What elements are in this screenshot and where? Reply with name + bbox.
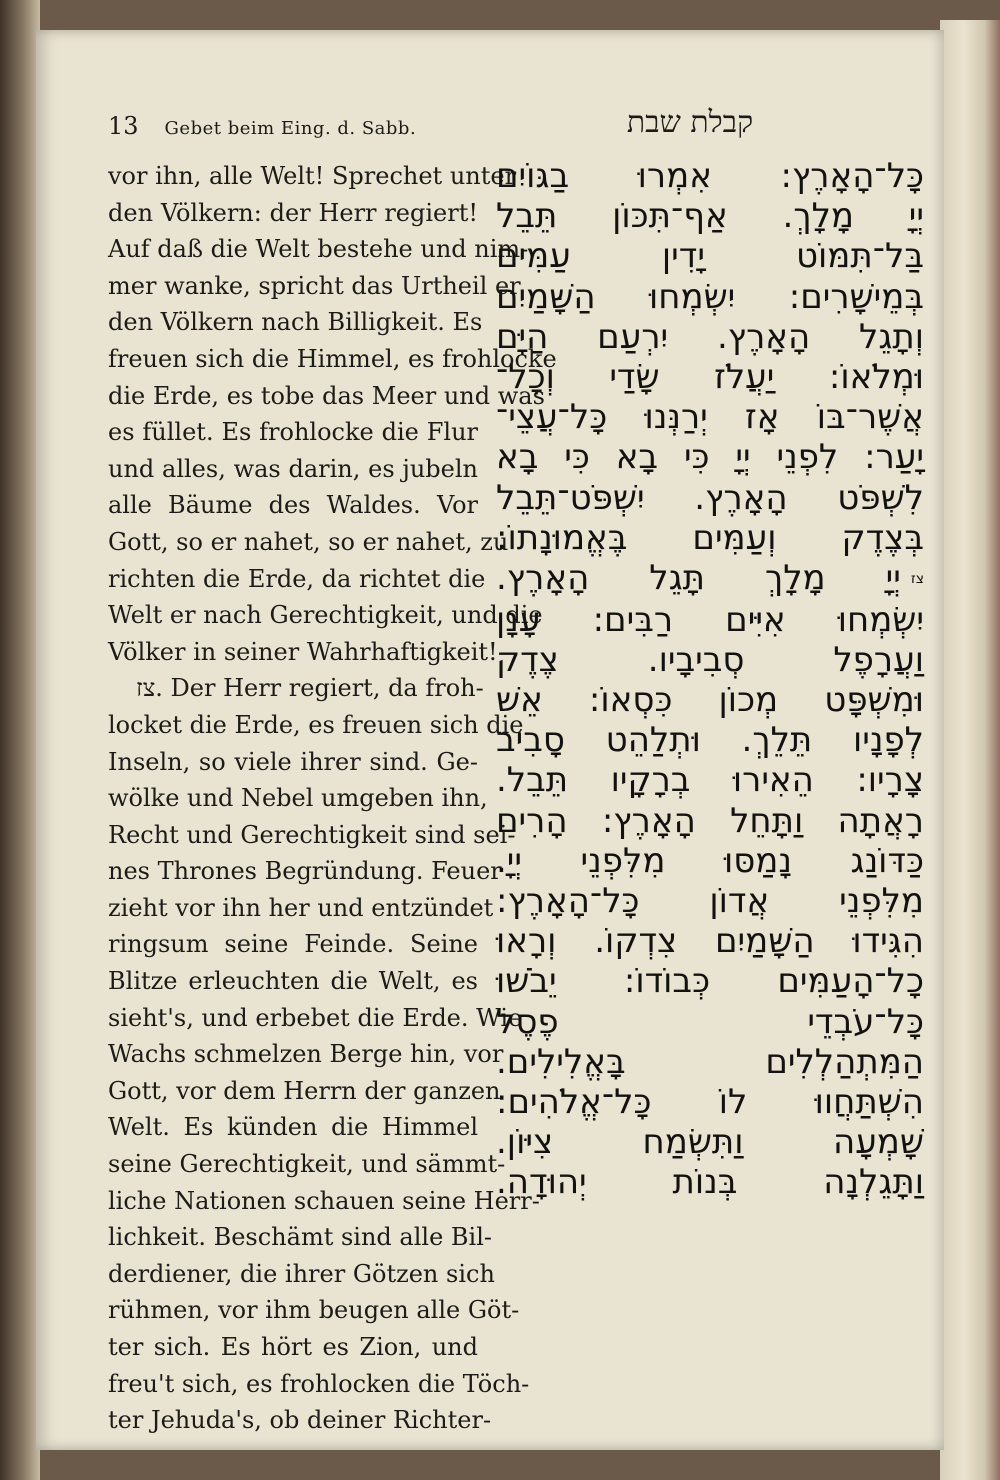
- german-line: alle Bäume des Waldes. Vor: [108, 491, 478, 520]
- german-line: rühmen, vor ihm beugen alle Göt-: [108, 1296, 520, 1325]
- german-line: Welt er nach Gerechtigkeit, und die: [108, 601, 543, 630]
- german-text-column: [108, 158, 557, 1439]
- german-line: Gott, so er nahet, so er nahet, zu: [108, 527, 509, 556]
- page-header-hebrew: קבלת שבת: [626, 105, 754, 140]
- hebrew-line: הִגִּידוּ הַשָּׁמַיִם צִדְקוֹ. וְרָאוּ: [496, 921, 924, 962]
- hebrew-text-column: [496, 156, 924, 1203]
- german-line: sieht's, und erbebet die Erde. Wie: [108, 1003, 523, 1032]
- german-line: richten die Erde, da richtet die: [108, 564, 486, 593]
- german-line: zieht vor ihn her und entzündet: [108, 893, 494, 922]
- german-line: nes Thrones Begründung. Feuer: [108, 857, 502, 886]
- hebrew-line: כָּל־הָאָרֶץ: אִמְרוּ בַגּוֹיִם: [496, 156, 924, 196]
- page-number: 13: [108, 112, 139, 140]
- german-line: und alles, was darin, es jubeln: [108, 454, 478, 483]
- hebrew-line: וּמִשְׁפָּט מְכוֹן כִּסְאוֹ: אֵשׁ: [496, 680, 924, 721]
- hebrew-line: בְּמֵישָׁרִים: יִשְׂמְחוּ הַשָּׁמַיִם: [496, 276, 924, 317]
- german-line: freu't sich, es frohlocken die Töch-: [108, 1369, 530, 1398]
- hebrew-line: בְּצֶדֶק וְעַמִּים בֶּאֱמוּנָתוֹ:: [496, 517, 924, 558]
- hebrew-line: הַמִּתְהַלְלִים בָּאֱלִילִים.: [496, 1041, 924, 1082]
- german-line: liche Nationen schauen seine Herr-: [108, 1186, 540, 1215]
- german-line: Auf daß die Welt bestehe und nim-: [108, 235, 529, 264]
- german-line: ter sich. Es hört es Zion, und: [108, 1333, 478, 1361]
- german-line: es füllet. Es frohlocke die Flur: [108, 418, 478, 447]
- verse-number: צז: [910, 571, 924, 588]
- hebrew-line: יִשְׂמְחוּ אִיִּים רַבִּים: עָנָן: [496, 599, 924, 640]
- hebrew-line: רָאֲתָה וַתָּחֵל הָאָרֶץ: הָרִים: [496, 800, 924, 841]
- hebrew-line: וּמְלֹאוֹ: יַעֲלֹז שָׂדַי וְכָל־: [496, 357, 924, 398]
- german-line: mer wanke, spricht das Urtheil er: [108, 271, 521, 300]
- hebrew-line: לְפָנָיו תֵּלֵךְ. וּתְלַהֵט סָבִיב: [496, 720, 924, 761]
- hebrew-line-verse: [496, 558, 924, 600]
- hebrew-line: כַּדּוֹנַג נָמַסּוּ מִלִּפְנֵי יְיָ.: [496, 840, 924, 881]
- german-line: צז. Der Herr regiert, da froh-: [136, 674, 484, 703]
- german-line: Recht und Gerechtigkeit sind sei-: [108, 820, 516, 849]
- running-title: Gebet beim Eing. d. Sabb.: [164, 118, 417, 139]
- german-line: Wachs schmelzen Berge hin, vor: [108, 1040, 504, 1069]
- german-line: ter Jehuda's, ob deiner Richter-: [108, 1406, 492, 1435]
- german-line: freuen sich die Himmel, es frohlocke: [108, 344, 557, 373]
- german-line: locket die Erde, es freuen sich die: [108, 710, 524, 739]
- german-line: den Völkern: der Herr regiert!: [108, 198, 478, 227]
- german-line: derdiener, die ihrer Götzen sich: [108, 1259, 495, 1288]
- facing-page-edge: [940, 20, 1000, 1480]
- hebrew-line: צָרָיו: הֵאִירוּ בְרָקָיו תֵּבֵל.: [496, 760, 924, 801]
- hebrew-line: יָעַר: לִפְנֵי יְיָ כִּי בָא כִּי בָא: [496, 437, 924, 478]
- german-line: ringsum seine Feinde. Seine: [108, 930, 478, 959]
- german-line: den Völkern nach Billigkeit. Es: [108, 308, 483, 337]
- hebrew-line: יְיָ מָלָךְ. אַף־תִּכּוֹן תֵּבֵל: [496, 196, 924, 237]
- german-line: Blitze erleuchten die Welt, es: [108, 967, 478, 996]
- german-line: die Erde, es tobe das Meer und was: [108, 381, 545, 410]
- german-line: seine Gerechtigkeit, und sämmt-: [108, 1150, 506, 1179]
- german-line: Welt. Es künden die Himmel: [108, 1113, 478, 1142]
- hebrew-line: יְיָ מָלָךְ תָּגֵל הָאָרֶץ.: [496, 558, 901, 599]
- hebrew-line: הִשְׁתַּחֲווּ לוֹ כָּל־אֱלֹהִים:: [496, 1082, 924, 1123]
- german-line: Gott, vor dem Herrn der ganzen: [108, 1076, 501, 1105]
- hebrew-line: כָּל־עֹבְדֵי פֶסֶל: [496, 1001, 924, 1042]
- hebrew-line: וַתָּגֵלְנָה בְּנוֹת יְהוּדָה.: [496, 1162, 924, 1203]
- hebrew-line: לִשְׁפֹּט הָאָרֶץ. יִשְׁפֹּט־תֵּבֵל: [496, 477, 924, 518]
- page-header-german: [108, 112, 488, 140]
- hebrew-line: אֲשֶׁר־בּוֹ אָז יְרַנְּנוּ כָּל־עֲצֵי־: [496, 397, 924, 438]
- book-binding-left: [0, 0, 40, 1480]
- german-line: Völker in seiner Wahrhaftigkeit!: [108, 637, 498, 666]
- hebrew-line: וְתָגֵל הָאָרֶץ. יִרְעַם הַיָּם: [496, 316, 924, 357]
- hebrew-line: בַּל־תִּמּוֹט יָדִין עַמִּים: [496, 236, 924, 277]
- hebrew-line: שָׁמְעָה וַתִּשְׂמַח צִיּוֹן.: [496, 1122, 924, 1163]
- hebrew-line: כָל־הָעַמִּים כְּבוֹדוֹ: יֵבֹשׁוּ: [496, 961, 924, 1002]
- german-line: wölke und Nebel umgeben ihn,: [108, 784, 488, 813]
- german-line: lichkeit. Beschämt sind alle Bil-: [108, 1223, 492, 1252]
- german-line: vor ihn, alle Welt! Sprechet unter: [108, 162, 517, 190]
- german-line: Inseln, so viele ihrer sind. Ge-: [108, 747, 478, 776]
- hebrew-line: וַעֲרָפֶל סְבִיבָיו. צֶדֶק: [496, 639, 924, 680]
- hebrew-line: מִלִּפְנֵי אֲדוֹן כָּל־הָאָרֶץ:: [496, 881, 924, 922]
